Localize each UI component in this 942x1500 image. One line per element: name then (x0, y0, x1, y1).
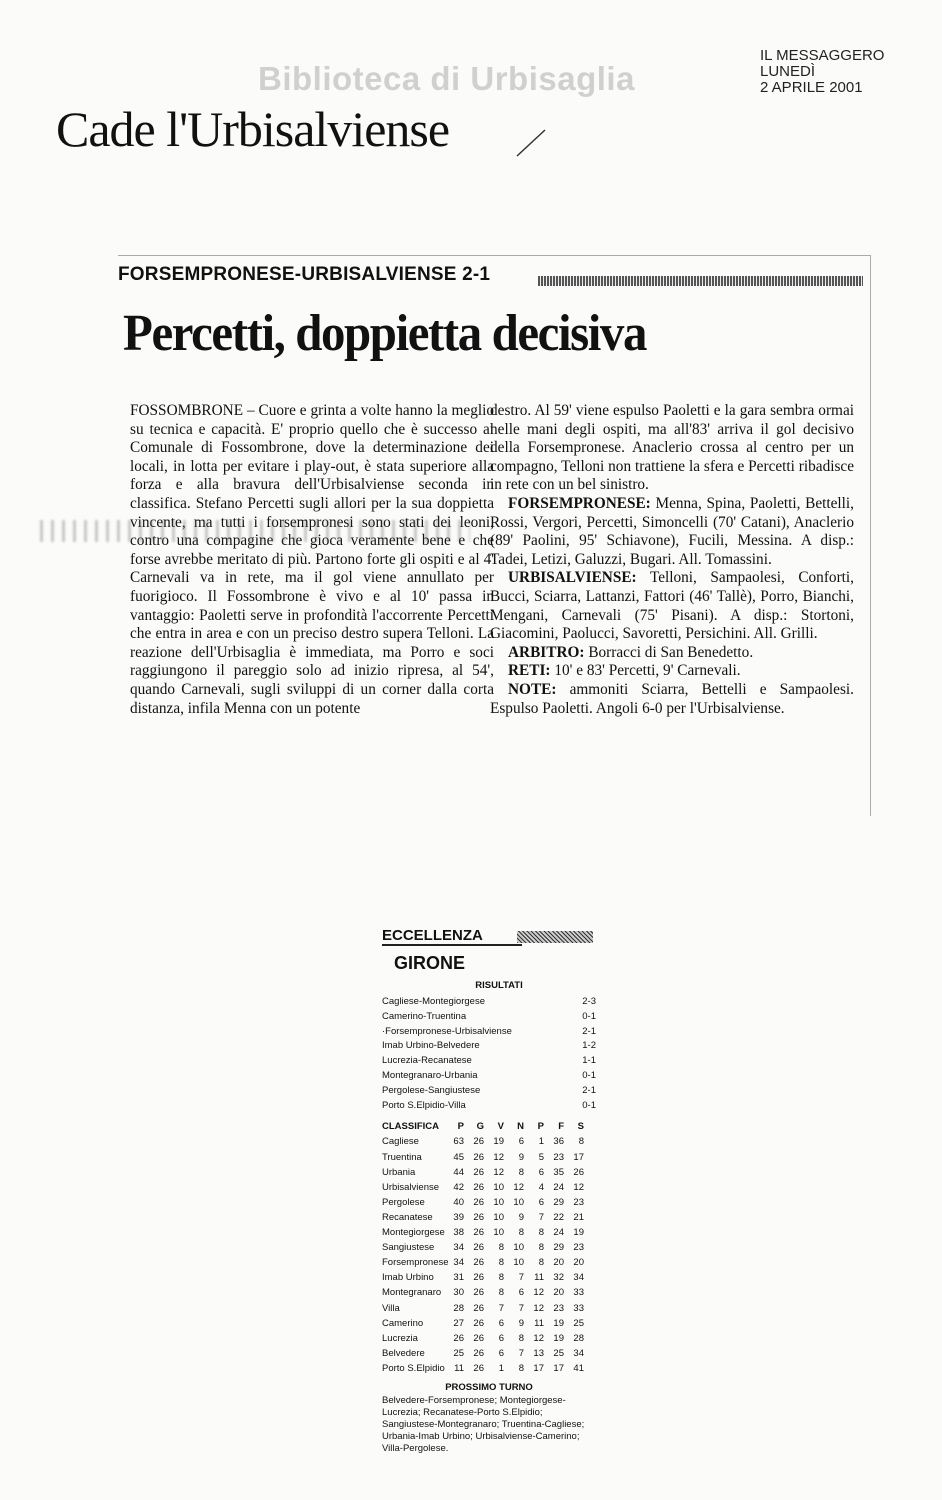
standings-value: 45 (453, 1151, 464, 1163)
result-row (382, 1010, 596, 1025)
standings-value: 24 (553, 1227, 564, 1239)
standings-value: 9 (518, 1317, 524, 1329)
standings-value: 8 (538, 1242, 544, 1254)
standings-value: 12 (533, 1302, 544, 1314)
standings-value: N (517, 1121, 524, 1133)
print-bleed-noise (40, 520, 470, 542)
standings-value: P (457, 1121, 464, 1133)
standings-value: 40 (453, 1196, 464, 1208)
standings-value: 26 (473, 1257, 484, 1269)
standings-table (382, 1119, 596, 1376)
header-pattern (517, 931, 593, 943)
standings-value: 26 (473, 1272, 484, 1284)
standings-team: Recanatese (382, 1211, 433, 1223)
standings-value: 34 (573, 1347, 584, 1359)
referee (490, 644, 854, 663)
standings-row (382, 1331, 596, 1346)
article-headline: Percetti, doppietta decisiva (123, 305, 646, 362)
standings-value: 35 (553, 1166, 564, 1178)
standings-value: 26 (453, 1332, 464, 1344)
standings-value: 26 (473, 1196, 484, 1208)
standings-team: Villa (382, 1302, 400, 1314)
result-score: 2-1 (582, 1025, 596, 1037)
standings-value: 34 (453, 1257, 464, 1269)
standings-value: 20 (553, 1257, 564, 1269)
standings-value: 42 (453, 1181, 464, 1193)
standings-value: 8 (498, 1242, 504, 1254)
article-column-1 (130, 402, 494, 718)
standings-value: 25 (573, 1317, 584, 1329)
standings-value: 25 (553, 1347, 564, 1359)
standings-value: 4 (538, 1181, 544, 1193)
pen-mark (515, 128, 555, 158)
standings-row (382, 1165, 596, 1180)
referee-text: Borracci di San Benedetto. (584, 643, 754, 661)
standings-value: V (497, 1121, 504, 1133)
standings-value: 26 (473, 1211, 484, 1223)
standings-value: 8 (498, 1287, 504, 1299)
next-round-text: Belvedere-Forsempronese; Montegiorgese-Lucrezia; Recanatese-Porto S.Elpidio; Sangiustese-Montegranaro; Truentina-Cagliese; Urbania-Imab Urbino; Urbisalviense-Camerino; Villa-Pergolese. (382, 1394, 585, 1454)
standings-value: 12 (513, 1181, 524, 1193)
result-row (382, 995, 596, 1010)
article-body-2: destro. Al 59' viene espulso Paoletti e la gara sembra ormai nelle mani degli ospiti, ma all'83' arriva il gol decisivo della Forsempronese. Anaclerio crossa al centro per un compagno, Telloni non trattiene la sfera e Percetti ribadisce in rete con un bel sinistro. (490, 402, 854, 494)
standings-value: 12 (533, 1332, 544, 1344)
standings-value: 7 (518, 1272, 524, 1284)
lineup-away-label: URBISALVIENSE: (508, 569, 637, 587)
result-match: Montegranaro-Urbania (382, 1069, 478, 1081)
standings-value: 34 (573, 1272, 584, 1284)
article-kicker: FORSEMPRONESE-URBISALVIENSE 2-1 (118, 264, 496, 286)
standings-value: 26 (473, 1362, 484, 1374)
article-column-2 (490, 402, 854, 718)
standings-value: G (476, 1121, 484, 1133)
standings-row (382, 1240, 596, 1255)
league-table-clipping (382, 925, 596, 1455)
result-match: Lucrezia-Recanatese (382, 1055, 472, 1067)
clipping-title: Cade l'Urbisalviense (56, 101, 450, 157)
standings-team: Porto S.Elpidio (382, 1362, 445, 1374)
standings-value: 26 (473, 1136, 484, 1148)
standings-value: 7 (518, 1302, 524, 1314)
notes-label: NOTE: (508, 680, 557, 698)
article-body-1: FOSSOMBRONE – Cuore e grinta a volte hanno la meglio su tecnica e capacità. E' proprio quello che è successo al Comunale di Fossombrone, dove la determinazione dei locali, in lotta per evitare i play-out, è stata superiore alla forza e alla bravura dell'Urbisalviense seconda in classifica. Stefano Percetti sugli allori per la sua doppietta vincente, ma tutti i forsempronesi sono stati dei leoni, contro una compagine che gioca veramente bene e che forse avrebbe meritato di più. Partono forte gli ospiti e al 4' Carnevali va in rete, ma il gol viene annullato per fuorigioco. Il Fossombrone è vivo e al 10' passa in vantaggio: Paoletti serve in profondità l'accorrente Percetti che entra in area e con un preciso destro supera Telloni. La reazione dell'Urbisaglia è immediata, ma Porro e soci raggiungono il pareggio solo ad inizio ripresa, al 54', quando Carnevali, sugli sviluppi di un corner dalla corta distanza, infila Menna con un potente (130, 402, 494, 717)
standings-value: 41 (573, 1362, 584, 1374)
standings-value: 26 (473, 1287, 484, 1299)
standings-value: 10 (513, 1257, 524, 1269)
standings-value: 19 (573, 1227, 584, 1239)
standings-value: 6 (518, 1287, 524, 1299)
standings-row (382, 1270, 596, 1285)
standings-value: 9 (518, 1211, 524, 1223)
standings-value: 7 (518, 1347, 524, 1359)
header-underline (382, 944, 522, 946)
standings-row (382, 1255, 596, 1270)
standings-value: 9 (518, 1151, 524, 1163)
result-score: 0-1 (582, 1099, 596, 1111)
result-match: ·Forsempronese-Urbisalviense (382, 1025, 512, 1037)
publication-date: 2 APRILE 2001 (760, 79, 863, 96)
standings-value: 12 (533, 1287, 544, 1299)
result-match: Porto S.Elpidio-Villa (382, 1099, 466, 1111)
standings-value: 26 (473, 1166, 484, 1178)
results-list (382, 995, 596, 1113)
standings-row (382, 1225, 596, 1240)
standings-value: 20 (573, 1257, 584, 1269)
result-match: Pergolese-Sangiustese (382, 1084, 481, 1096)
result-match: Cagliese-Montegiorgese (382, 996, 485, 1007)
notes-text: ammoniti Sciarra, Bettelli e Sampaolesi. Espulso Paoletti. Angoli 6-0 per l'Urbisalviense. (490, 680, 854, 717)
goals (490, 662, 854, 681)
result-score: 0-1 (582, 1069, 596, 1081)
results-title: RISULTATI (475, 980, 523, 991)
standings-row (382, 1285, 596, 1300)
library-watermark: Biblioteca di Urbisaglia (258, 60, 635, 97)
group-title: GIRONE (394, 953, 466, 973)
standings-value: 12 (493, 1166, 504, 1178)
standings-value: 26 (473, 1332, 484, 1344)
standings-value: 8 (538, 1227, 544, 1239)
standings-value: 25 (453, 1347, 464, 1359)
league-header (382, 925, 596, 945)
standings-value: 38 (453, 1227, 464, 1239)
standings-row (382, 1346, 596, 1361)
standings-value: 32 (553, 1272, 564, 1284)
standings-value: 23 (573, 1196, 584, 1208)
goals-text: 10' e 83' Percetti, 9' Carnevali. (550, 662, 741, 680)
standings-row (382, 1180, 596, 1195)
standings-value: 10 (513, 1242, 524, 1254)
standings-value: 27 (453, 1317, 464, 1329)
standings-team: Montegiorgese (382, 1227, 445, 1239)
standings-value: 26 (473, 1181, 484, 1193)
lineup-away (490, 569, 854, 643)
standings-row (382, 1316, 596, 1331)
standings-value: 8 (518, 1166, 524, 1178)
standings-value: 30 (453, 1287, 464, 1299)
result-score: 1-1 (582, 1055, 596, 1067)
result-score: 1-2 (582, 1040, 596, 1052)
standings-value: 19 (493, 1136, 504, 1148)
standings-value: 6 (518, 1136, 524, 1148)
standings-value: 10 (493, 1211, 504, 1223)
standings-value: 23 (573, 1242, 584, 1254)
standings-value: 21 (573, 1211, 584, 1223)
standings-value: 20 (553, 1287, 564, 1299)
standings-value: 12 (493, 1151, 504, 1163)
standings-value: 10 (493, 1181, 504, 1193)
result-score: 0-1 (582, 1010, 596, 1022)
standings-value: 6 (498, 1347, 504, 1359)
standings-team: Urbania (382, 1166, 416, 1178)
standings-value: 11 (534, 1317, 544, 1329)
result-match: Imab Urbino-Belvedere (382, 1040, 480, 1052)
standings-value: 44 (453, 1166, 464, 1178)
result-row (382, 1099, 596, 1114)
standings-value: 33 (573, 1287, 584, 1299)
standings-value: 8 (498, 1272, 504, 1284)
standings-team: Urbisalviense (382, 1181, 440, 1193)
standings-value: 28 (573, 1332, 584, 1344)
standings-team: CLASSIFICA (382, 1121, 439, 1133)
standings-value: 29 (553, 1196, 564, 1208)
standings-value: 6 (498, 1317, 504, 1329)
standings-value: F (558, 1121, 564, 1133)
standings-value: S (577, 1121, 584, 1133)
standings-value: 8 (518, 1332, 524, 1344)
standings-value: 23 (553, 1151, 564, 1163)
standings-team: Forsempronese (382, 1257, 449, 1269)
standings-value: 26 (473, 1302, 484, 1314)
standings-row (382, 1361, 596, 1376)
standings-value: 1 (498, 1362, 504, 1374)
result-score: 2-3 (582, 996, 596, 1007)
standings-value: 17 (533, 1362, 544, 1374)
result-row (382, 1039, 596, 1054)
lineup-home-label: FORSEMPRONESE: (508, 494, 651, 512)
standings-value: 63 (453, 1136, 464, 1148)
standings-value: 10 (513, 1196, 524, 1208)
standings-value: 10 (493, 1227, 504, 1239)
standings-value: 29 (553, 1242, 564, 1254)
lineup-away-text: Telloni, Sampaolesi, Conforti, Bucci, Sciarra, Lattanzi, Fattori (46' Tallè), Porro, Bianchi, Mengani, Carnevali (75' Pisani). A disp.: Stortoni, Giacomini, Paolucci, Savoretti, Persichini. All. Grilli. (490, 569, 854, 643)
standings-value: 36 (553, 1136, 564, 1148)
standings-value: 22 (553, 1211, 564, 1223)
standings-team: Cagliese (382, 1136, 419, 1148)
standings-value: 34 (453, 1242, 464, 1254)
standings-value: 24 (553, 1181, 564, 1193)
standings-value: 26 (473, 1317, 484, 1329)
standings-value: 12 (573, 1181, 584, 1193)
standings-value: 13 (533, 1347, 544, 1359)
standings-team: Lucrezia (382, 1332, 418, 1344)
league-name: ECCELLENZA (382, 927, 487, 944)
goals-label: RETI: (508, 662, 551, 680)
result-match: Camerino-Truentina (382, 1010, 467, 1022)
referee-label: ARBITRO: (508, 643, 585, 661)
standings-header (382, 1119, 596, 1134)
standings-value: 26 (573, 1166, 584, 1178)
standings-value: 39 (453, 1211, 464, 1223)
result-row (382, 1025, 596, 1040)
standings-value: 33 (573, 1302, 584, 1314)
result-score: 2-1 (582, 1084, 596, 1096)
standings-value: 6 (538, 1196, 544, 1208)
standings-team: Camerino (382, 1317, 424, 1329)
standings-value: 1 (538, 1136, 544, 1148)
standings-value: 31 (453, 1272, 464, 1284)
standings-team: Truentina (382, 1151, 422, 1163)
standings-team: Imab Urbino (382, 1272, 434, 1284)
next-round-title: PROSSIMO TURNO (445, 1381, 533, 1393)
standings-value: 26 (473, 1347, 484, 1359)
standings-row (382, 1195, 596, 1210)
standings-value: 8 (518, 1362, 524, 1374)
standings-value: 17 (573, 1151, 584, 1163)
standings-value: 7 (498, 1302, 504, 1314)
standings-value: 26 (473, 1242, 484, 1254)
masthead (760, 48, 884, 96)
result-row (382, 1084, 596, 1099)
newspaper-name: IL MESSAGGERO (760, 47, 885, 64)
standings-row (382, 1301, 596, 1316)
standings-value: 8 (538, 1257, 544, 1269)
standings-value: 8 (498, 1257, 504, 1269)
standings-value: 6 (538, 1166, 544, 1178)
standings-value: P (537, 1121, 544, 1133)
standings-value: 5 (538, 1151, 544, 1163)
standings-value: 17 (553, 1362, 564, 1374)
standings-value: 8 (578, 1136, 584, 1148)
standings-row (382, 1150, 596, 1165)
standings-value: 11 (534, 1272, 544, 1284)
kicker-rule (538, 276, 863, 286)
standings-value: 11 (454, 1362, 464, 1374)
standings-team: Sangiustese (382, 1242, 435, 1254)
standings-row (382, 1134, 596, 1149)
standings-value: 6 (498, 1332, 504, 1344)
standings-value: 28 (453, 1302, 464, 1314)
standings-value: 26 (473, 1227, 484, 1239)
lineup-home (490, 495, 854, 569)
standings-row (382, 1210, 596, 1225)
result-row (382, 1069, 596, 1084)
publication-day: LUNEDÌ (760, 63, 816, 80)
standings-team: Belvedere (382, 1347, 425, 1359)
standings-team: Pergolese (382, 1196, 425, 1208)
standings-value: 19 (553, 1332, 564, 1344)
notes (490, 681, 854, 718)
lineup-home-text: Menna, Spina, Paoletti, Bettelli, Rossi, Vergori, Percetti, Simoncelli (70' Catani), Anaclerio (89' Paolini, 95' Schiavone), Fucili, Messina. A disp.: Tadei, Letizi, Galuzzi, Bugari. All. Tomassini. (490, 494, 854, 568)
standings-value: 7 (538, 1211, 544, 1223)
result-row (382, 1054, 596, 1069)
standings-team: Montegranaro (382, 1287, 442, 1299)
standings-value: 26 (473, 1151, 484, 1163)
standings-value: 19 (553, 1317, 564, 1329)
standings-value: 23 (553, 1302, 564, 1314)
standings-value: 10 (493, 1196, 504, 1208)
standings-value: 8 (518, 1227, 524, 1239)
